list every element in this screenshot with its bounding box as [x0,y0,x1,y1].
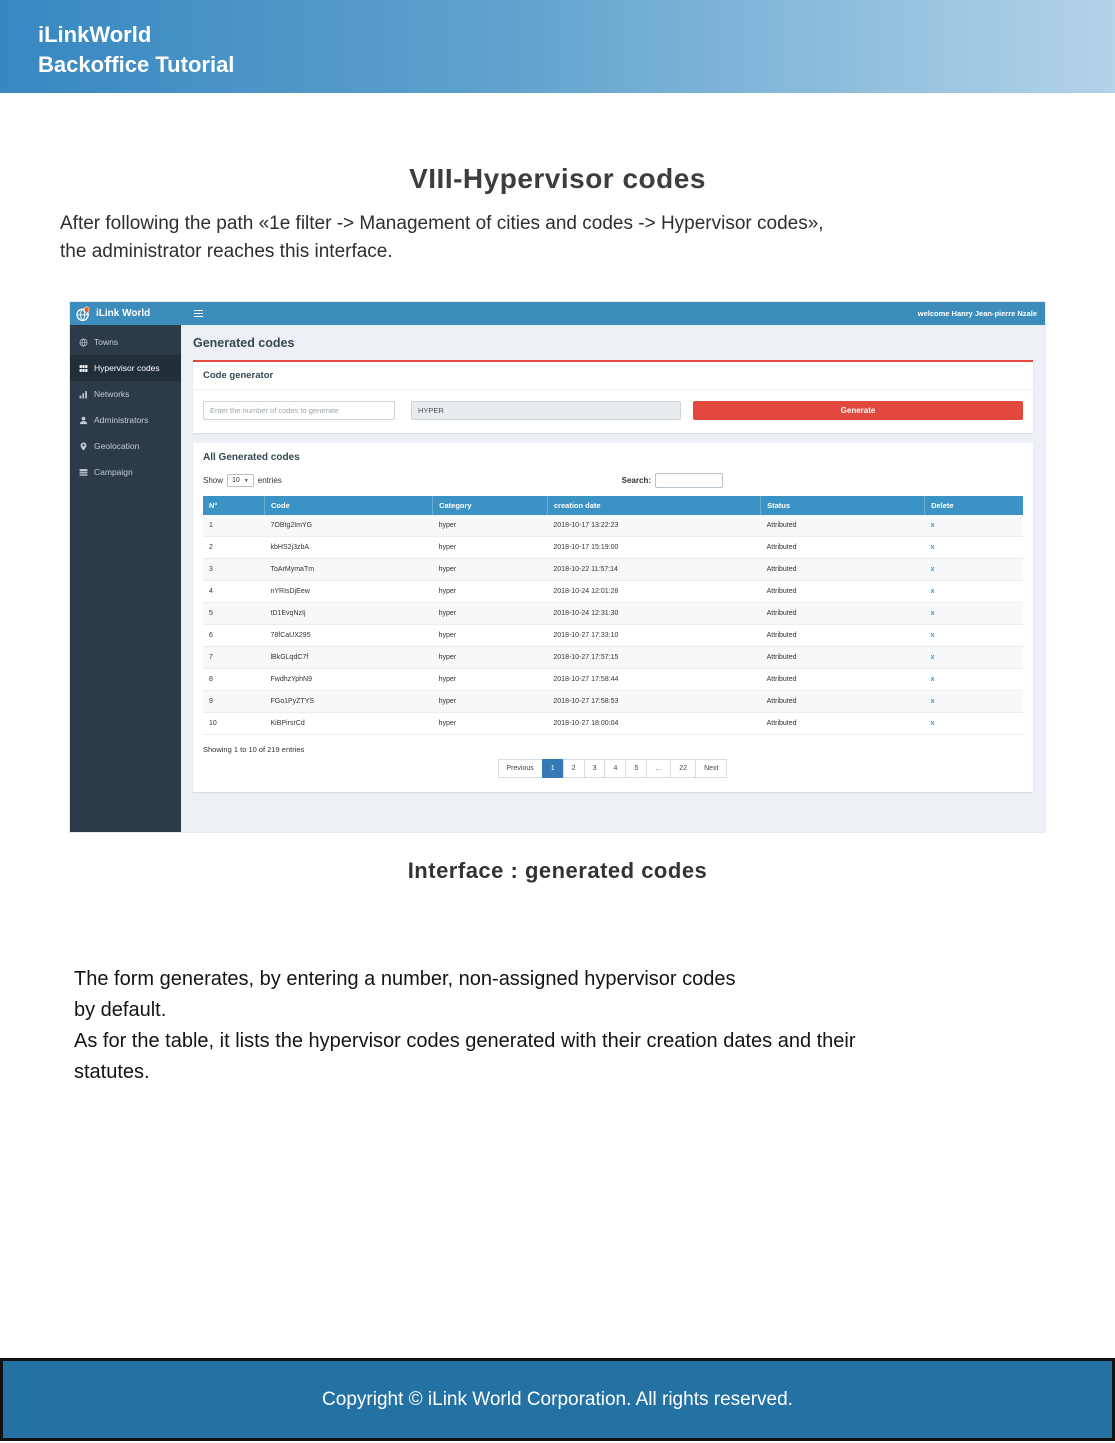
map-marker-icon [79,442,88,451]
delete-link[interactable]: x [925,691,1023,713]
grid-icon [79,364,88,373]
header-line2: Backoffice Tutorial [38,52,235,77]
cell-category: hyper [433,603,548,625]
sidebar-item-label: Campaign [94,467,133,477]
intro-line: After following the path «1e filter -> Management of cities and codes -> Hypervisor codes», [60,213,824,234]
cell-status: Attributed [761,669,925,691]
sidebar-item[interactable] [70,459,181,485]
cell-status: Attributed [761,603,925,625]
intro-line: the administrator reaches this interface. [60,241,393,262]
cell-creation-date: 2018-10-22 11:57:14 [547,559,760,581]
search-label: Search: [621,476,651,485]
code-prefix-input [411,401,681,420]
delete-link[interactable]: x [925,625,1023,647]
column-header[interactable]: Category [433,496,548,515]
cell-number: 5 [203,603,265,625]
copyright-text: Copyright © iLink World Corporation. All rights reserved. [322,1388,793,1410]
ilink-logo-icon [75,306,91,322]
cell-category: hyper [433,691,548,713]
table-row [203,625,1023,647]
table-row [203,691,1023,713]
entries-label: entries [257,476,282,485]
cell-creation-date: 2018-10-24 12:31:30 [547,603,760,625]
cell-code: FGo1PyZTYS [265,691,433,713]
cell-number: 2 [203,537,265,559]
sidebar-item[interactable] [70,407,181,433]
page-size-value: 10 [232,477,240,484]
body-line: As for the table, it lists the hypervisor codes generated with their creation dates and their [74,1030,856,1052]
entries-summary: Showing 1 to 10 of 219 entries [203,745,305,754]
table-list-icon [79,468,88,477]
app-screenshot [70,302,1045,832]
page-heading: Generated codes [193,336,295,350]
sidebar-item-label: Administrators [94,415,149,425]
globe-icon [79,338,88,347]
sidebar-item-label: Towns [94,337,119,347]
pagination-page[interactable]: 5 [625,759,647,778]
cell-number: 4 [203,581,265,603]
column-header[interactable]: Code [265,496,433,515]
cell-creation-date: 2018-10-27 17:33:10 [547,625,760,647]
show-label: Show [203,476,224,485]
cell-category: hyper [433,713,548,735]
cell-code: FwdhzYphN9 [265,669,433,691]
delete-link[interactable]: x [925,537,1023,559]
body-line: The form generates, by entering a number, non-assigned hypervisor codes [74,968,736,990]
cell-creation-date: 2018-10-24 12:01:28 [547,581,760,603]
main-content [181,325,1045,832]
pagination-next[interactable]: Next [695,759,727,778]
page-title: VIII-Hypervisor codes [409,163,706,194]
cell-status: Attributed [761,515,925,537]
app-body [70,325,1045,832]
delete-link[interactable]: x [925,647,1023,669]
cell-number: 10 [203,713,265,735]
codes-count-input[interactable] [203,401,395,420]
delete-link[interactable]: x [925,713,1023,735]
cell-code: 7OBtg2ImYG [265,515,433,537]
table-body [203,515,1023,735]
table-header-row [203,496,1023,515]
sidebar-item-label: Geolocation [94,441,140,451]
codes-table [203,496,1023,735]
pagination-page[interactable]: 22 [670,759,696,778]
cell-category: hyper [433,537,548,559]
column-header[interactable]: Status [761,496,925,515]
sidebar-item[interactable] [70,329,181,355]
cell-category: hyper [433,669,548,691]
brand-name: iLink World [96,308,151,319]
cell-status: Attributed [761,647,925,669]
table-row [203,537,1023,559]
delete-link[interactable]: x [925,559,1023,581]
sidebar-item[interactable] [70,381,181,407]
caret-down-icon: ▼ [243,477,249,484]
app-topbar [70,302,1045,325]
user-icon [79,416,88,425]
page-length-control [203,474,282,487]
pagination [203,759,1023,778]
cell-number: 6 [203,625,265,647]
search-control [622,473,723,488]
cell-code: lBkGLqdC7f [265,647,433,669]
code-generator-title: Code generator [193,362,1033,390]
cell-status: Attributed [761,713,925,735]
column-header[interactable]: Delete [925,496,1023,515]
pagination-page[interactable]: 2 [563,759,585,778]
cell-code: tD1EvqNzIj [265,603,433,625]
welcome-user[interactable]: welcome Hanry Jean-pierre Nzale [917,309,1037,318]
cell-creation-date: 2018-10-17 13:22:23 [547,515,760,537]
table-row [203,559,1023,581]
figure-caption: Interface : generated codes [407,858,708,883]
generate-button[interactable]: Generate [693,401,1023,420]
table-row [203,713,1023,735]
cell-number: 1 [203,515,265,537]
table-row [203,647,1023,669]
cell-creation-date: 2018-10-27 17:57:15 [547,647,760,669]
cell-category: hyper [433,647,548,669]
pagination-page[interactable]: 1 [542,759,564,778]
cell-status: Attributed [761,559,925,581]
pagination-previous[interactable]: Previous [498,759,543,778]
cell-category: hyper [433,625,548,647]
cell-number: 3 [203,559,265,581]
cell-creation-date: 2018-10-27 17:58:53 [547,691,760,713]
cell-status: Attributed [761,625,925,647]
pagination-page[interactable]: 3 [584,759,606,778]
column-header[interactable]: creation date [547,496,760,515]
table-row [203,515,1023,537]
cell-code: 78fCaUX295 [265,625,433,647]
document-header [0,0,1115,93]
cell-code: nYRIsDjEew [265,581,433,603]
sidebar-item[interactable] [70,355,181,381]
code-generator-form [193,390,1033,433]
pagination-page: … [646,759,671,778]
cell-code: kbHS2j3zbA [265,537,433,559]
cell-number: 7 [203,647,265,669]
delete-link[interactable]: x [925,603,1023,625]
table-row [203,603,1023,625]
delete-link[interactable]: x [925,515,1023,537]
table-row [203,581,1023,603]
sidebar-item-label: Hypervisor codes [94,363,160,373]
sidebar-item[interactable] [70,433,181,459]
body-line: by default. [74,999,167,1021]
sidebar [70,325,181,832]
cell-status: Attributed [761,537,925,559]
pagination-page[interactable]: 4 [604,759,626,778]
cell-category: hyper [433,559,548,581]
cell-number: 9 [203,691,265,713]
search-input[interactable] [655,473,723,488]
cell-creation-date: 2018-10-17 15:19:00 [547,537,760,559]
cell-status: Attributed [761,691,925,713]
all-codes-title: All Generated codes [203,452,300,463]
delete-link[interactable]: x [925,581,1023,603]
table-controls [203,473,1023,488]
cell-code: ToArMymaTm [265,559,433,581]
column-header[interactable]: N° [203,496,265,515]
signal-icon [79,390,88,399]
cell-status: Attributed [761,581,925,603]
cell-code: KiBPirsrCd [265,713,433,735]
cell-category: hyper [433,581,548,603]
app-brand[interactable] [70,306,181,322]
table-row [203,669,1023,691]
header-line1: iLinkWorld [38,22,152,47]
delete-link[interactable]: x [925,669,1023,691]
body-line: statutes. [74,1061,150,1083]
sidebar-item-label: Networks [94,389,130,399]
cell-creation-date: 2018-10-27 18:00:04 [547,713,760,735]
code-generator-panel [193,360,1033,433]
intro-paragraph [60,210,1115,266]
body-text [74,964,1115,1088]
cell-category: hyper [433,515,548,537]
cell-creation-date: 2018-10-27 17:58:44 [547,669,760,691]
cell-number: 8 [203,669,265,691]
generated-codes-panel [193,443,1033,792]
page-size-select[interactable] [227,474,254,487]
menu-icon[interactable] [191,307,206,321]
document-footer [0,1358,1115,1441]
